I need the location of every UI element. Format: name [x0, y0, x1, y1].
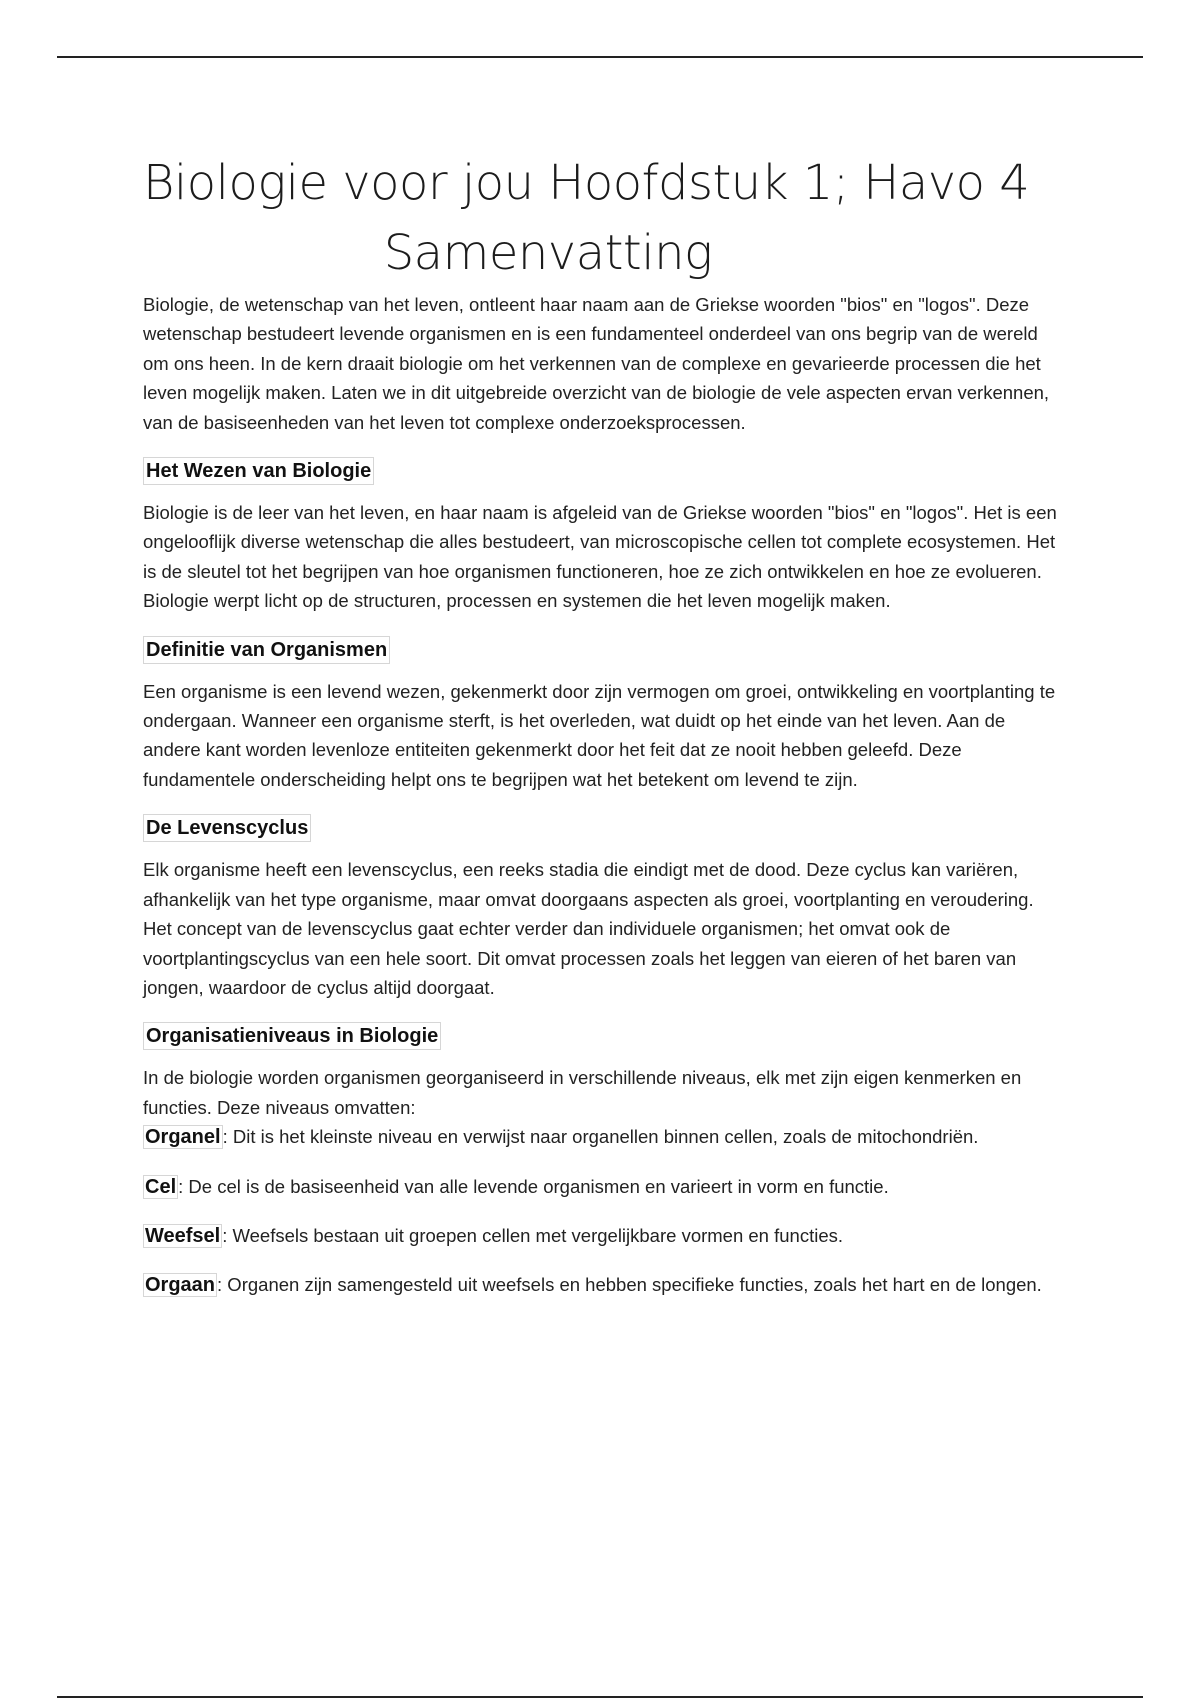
document-title: [143, 148, 1063, 288]
intro-paragraph: Biologie, de wetenschap van het leven, ontleent haar naam aan de Griekse woorden "bios" en "logos". Deze wetenschap bestudeert levende organismen en is een fundamenteel onderdeel van ons begrip van de wereld om ons heen. In de kern draait biologie om het verkennen van de complexe en gevarieerde processen die het leven mogelijk maken. Laten we in dit uitgebreide overzicht van de biologie de vele aspecten ervan verkennen, van de basiseenheden van het leven tot complexe onderzoeksprocessen.: [143, 294, 1050, 433]
section-paragraph: Een organisme is een levend wezen, gekenmerkt door zijn vermogen om groei, ontwikkeling en voortplanting te ondergaan. Wanneer een organisme sterft, is het overleden, wat duidt op het einde van het leven. Aan de andere kant worden levenloze entiteiten gekenmerkt door het feit dat ze nooit hebben geleefd. Deze fundamentele onderscheiding helpt ons te begrijpen wat het betekent om levend te zijn.: [143, 680, 1056, 790]
level-item-cel: [143, 1172, 1063, 1202]
section-heading: Organisatieniveaus in Biologie: [143, 1022, 441, 1050]
level-term: Cel: [145, 1175, 177, 1198]
level-description: : Dit is het kleinste niveau en verwijst naar organellen binnen cellen, zoals de mitochondriën.: [222, 1126, 979, 1148]
section-organisatieniveaus: [143, 1022, 1063, 1300]
level-description: : Organen zijn samengesteld uit weefsels en hebben specifieke functies, zoals het hart en de longen.: [217, 1274, 1042, 1296]
section-paragraph: Biologie is de leer van het leven, en haar naam is afgeleid van de Griekse woorden "bios" en "logos". Het is een ongelooflijk diverse wetenschap die alles bestudeert, van microscopische cellen tot complete ecosystemen. Het is de sleutel tot het begrijpen van hoe organismen functioneren, hoe ze zich ontwikkelen en hoe ze evolueren. Biologie werpt licht op de structuren, processen en systemen die het leven mogelijk maken.: [143, 502, 1057, 612]
section-paragraph: Elk organisme heeft een levenscyclus, een reeks stadia die eindigt met de dood. Deze cyclus kan variëren, afhankelijk van het type organisme, maar omvat doorgaans aspecten als groei, voortplanting en veroudering. Het concept van de levenscyclus gaat echter verder dan individuele organismen; het omvat ook de voortplantingscyclus van een hele soort. Dit omvat processen zoals het leggen van eieren of het baren van jongen, waardoor de cyclus altijd doorgaat.: [143, 859, 1034, 998]
bottom-divider: [57, 1696, 1143, 1698]
section-paragraph: In de biologie worden organismen georganiseerd in verschillende niveaus, elk met zijn eigen kenmerken en functies. Deze niveaus omvatten:: [143, 1067, 1022, 1118]
level-item-orgaan: [143, 1270, 1063, 1300]
level-item-organel: [143, 1122, 1063, 1152]
document-body: [143, 148, 1063, 1301]
level-description: : Weefsels bestaan uit groepen cellen met vergelijkbare vormen en functies.: [222, 1224, 844, 1246]
title-line-2: Samenvatting: [383, 225, 713, 281]
level-term: Weefsel: [145, 1224, 221, 1247]
level-item-weefsel: [143, 1221, 1063, 1251]
title-line-1: Biologie voor jou Hoofdstuk 1; Havo 4: [143, 155, 1030, 211]
section-heading: De Levenscyclus: [143, 814, 311, 842]
section-definitie-van-organismen: [143, 636, 1063, 795]
section-heading: Definitie van Organismen: [143, 636, 390, 664]
section-het-wezen-van-biologie: [143, 457, 1063, 616]
level-description: : De cel is de basiseenheid van alle levende organismen en varieert in vorm en functie.: [178, 1175, 889, 1197]
top-divider: [57, 56, 1143, 58]
section-de-levenscyclus: [143, 814, 1063, 1002]
level-term: Organel: [145, 1126, 221, 1149]
level-term: Orgaan: [145, 1274, 216, 1297]
section-heading: Het Wezen van Biologie: [143, 457, 374, 485]
